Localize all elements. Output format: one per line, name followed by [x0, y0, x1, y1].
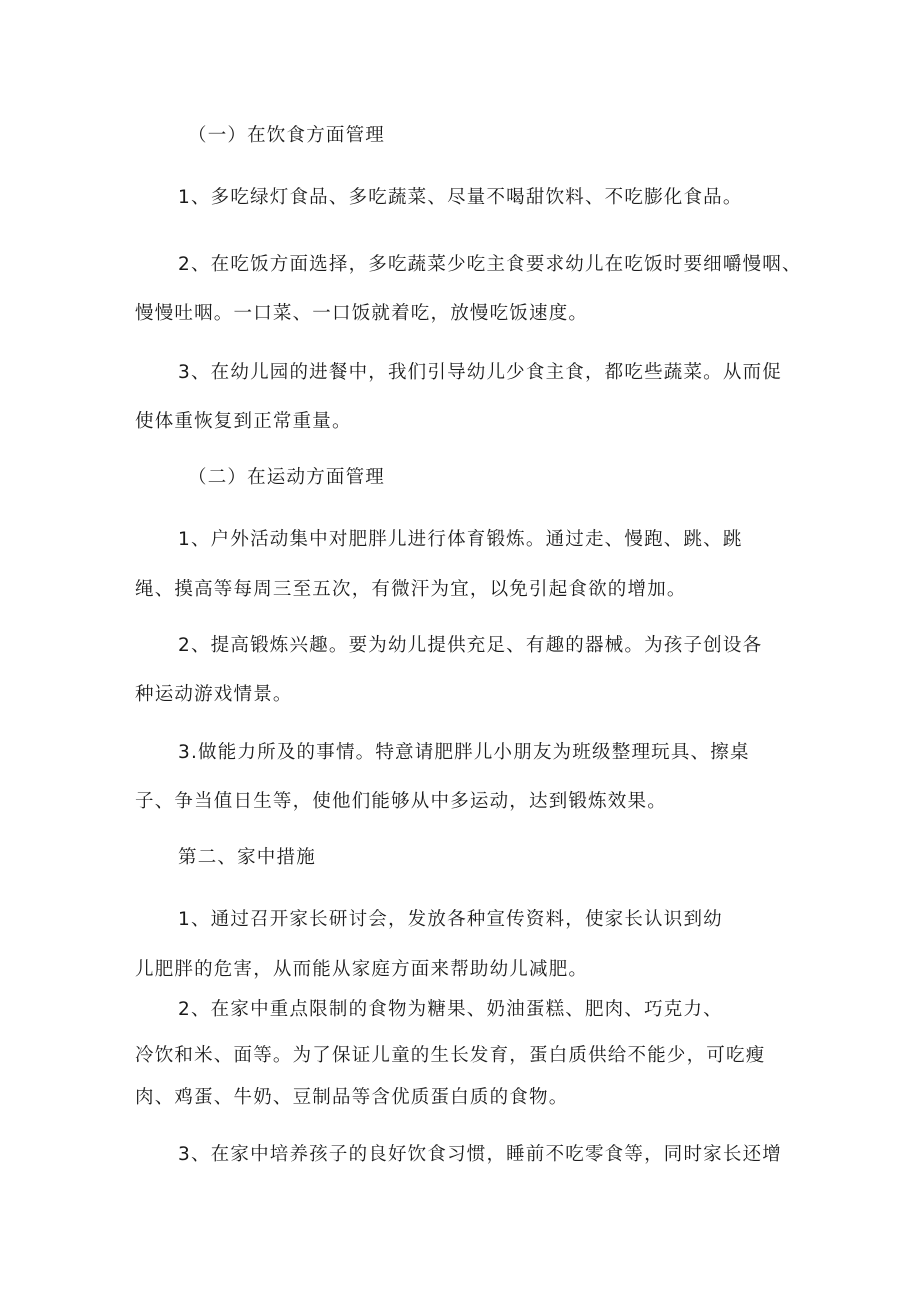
home-item-3-line-1: 3、在家中培养孩子的良好饮食习惯，睡前不吃零食等，同时家长还增: [178, 1144, 782, 1165]
home-item-1-line-2: 儿肥胖的危害，从而能从家庭方面来帮助幼儿减肥。: [135, 959, 589, 980]
section-heading-diet: （一）在饮食方面管理: [188, 125, 386, 146]
section-heading-home: 第二、家中措施: [178, 847, 316, 868]
exercise-item-2-line-1: 2、提高锻炼兴趣。要为幼儿提供充足、有趣的器械。为孩子创设各: [178, 635, 763, 656]
diet-item-1-line-1: 1、多吃绿灯食品、多吃蔬菜、尽量不喝甜饮料、不吃膨化食品。: [178, 187, 743, 208]
exercise-item-3-line-2: 子、争当值日生等，使他们能够从中多运动，达到锻炼效果。: [135, 791, 667, 812]
diet-item-2-line-1: 2、在吃饭方面选择，多吃蔬菜少吃主食要求幼儿在吃饭时要细嚼慢咽、: [178, 254, 802, 275]
exercise-item-3-line-1: 3.做能力所及的事情。特意请肥胖儿小朋友为班级整理玩具、擦桌: [178, 742, 750, 763]
exercise-item-1-line-2: 绳、摸高等每周三至五次，有微汗为宜，以免引起食欲的增加。: [135, 579, 687, 600]
home-item-2-line-2: 冷饮和米、面等。为了保证儿童的生长发育，蛋白质供给不能少，可吃瘦: [135, 1045, 766, 1066]
diet-item-3-line-1: 3、在幼儿园的进餐中，我们引导幼儿少食主食，都吃些蔬菜。从而促: [178, 362, 782, 383]
exercise-item-1-line-1: 1、户外活动集中对肥胖儿进行体育锻炼。通过走、慢跑、跳、跳: [178, 529, 743, 550]
home-item-2-line-1: 2、在家中重点限制的食物为糖果、奶油蛋糕、肥肉、巧克力、: [178, 999, 723, 1020]
section-heading-exercise: （二）在运动方面管理: [188, 467, 386, 488]
home-item-2-line-3: 肉、鸡蛋、牛奶、豆制品等含优质蛋白质的食物。: [135, 1087, 569, 1108]
diet-item-3-line-2: 使体重恢复到正常重量。: [135, 411, 352, 432]
home-item-1-line-1: 1、通过召开家长研讨会，发放各种宣传资料，使家长认识到幼: [178, 909, 723, 930]
exercise-item-2-line-2: 种运动游戏情景。: [135, 684, 293, 705]
diet-item-2-line-2: 慢慢吐咽。一口菜、一口饭就着吃，放慢吃饭速度。: [135, 303, 589, 324]
